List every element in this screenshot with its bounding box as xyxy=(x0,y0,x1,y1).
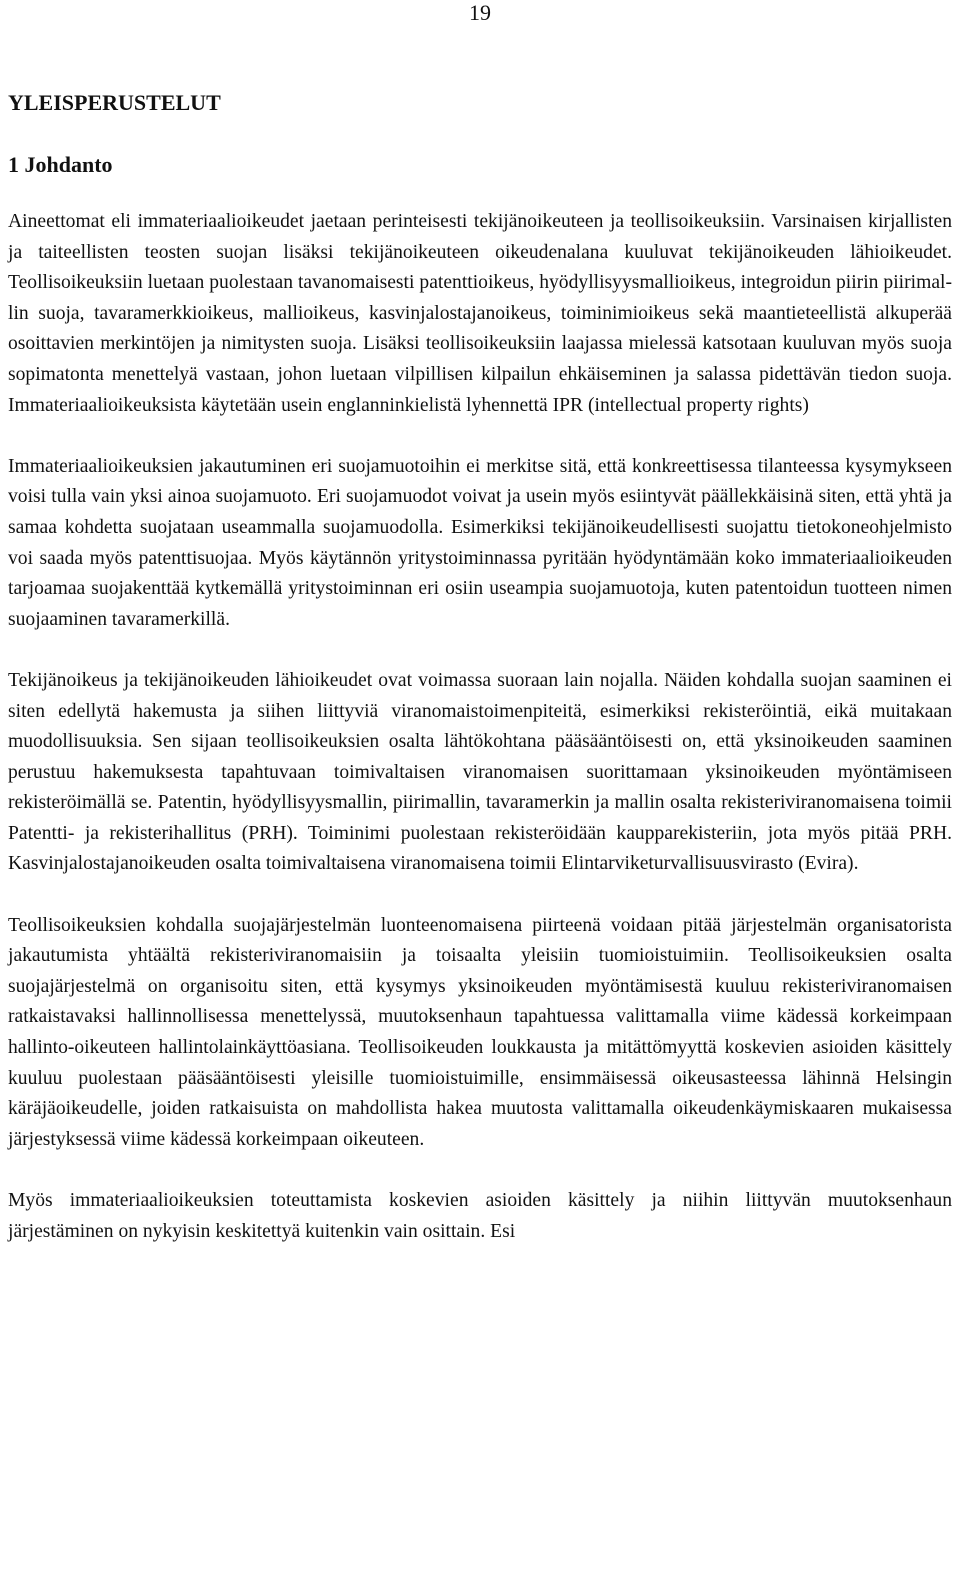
section-heading: 1 Johdanto xyxy=(8,152,113,177)
paragraph-3: Tekijänoikeus ja tekijänoikeuden lähioikeudet ovat voimassa suoraan lain nojalla. Näiden kohdalla suojan saaminen ei siten edellytä hakemusta ja siihen liittyviä viranomaistoimenpiteitä, esimerkiksi rekisteröintiä, eikä muitakaan muodollisuuksia. Sen sijaan teollisoikeuksien osalta lähtökohtana pääsääntöisesti on, että yksinoikeuden saaminen perustuu hakemuksesta tapahtuvaan toimivaltaisen viranomaisen suorittamaan yksinoikeuden myöntämiseen rekisteröimällä se. Patentin, hyödyllisyysmallin, piirimallin, tavaramerkin ja mallin osalta rekisteriviranomaisena toimii Patentti- ja rekisterihallitus (PRH). Toiminimi puolestaan rekisteröidään kaupparekisteriin, jota myös pitää PRH. Kasvinjalostajanoikeuden osalta toimivaltaisena viranomaisena toimii Elintarviketurvallisuusvirasto (Evira). xyxy=(8,669,952,875)
paragraph-2: Immateriaalioikeuksien jakautuminen eri suojamuotoihin ei merkitse sitä, että konkreettisessa tilanteessa kysymykseen voisi tulla vain yksi ainoa suojamuoto. Eri suojamuodot voivat ja usein myös esiintyvät päällekkäisinä siten, että yhtä ja samaa kohdetta suojataan useammalla suojamuodolla. Esimerkiksi tekijänoikeudellisesti suojattu tietokoneohjelmisto voi saada myös patenttisuojaa. Myös käytännön yritystoiminnassa pyritään hyödyntämään koko immateriaalioikeuden tarjoamaa suojakenttää kytkemällä yritystoiminnan eri osiin useampia suojamuotoja, kuten patentoidun tuotteen nimen suojaaminen tavaramerkillä. xyxy=(8,455,952,630)
page-number: 19 xyxy=(469,0,491,25)
paragraph-4: Teollisoikeuksien kohdalla suojajärjestelmän luonteenomaisena piirteenä voidaan pitää järjestelmän organisatorista jakautumista yhtäältä rekisteriviranomaisiin ja toisaalta yleisiin tuomioistuimiin. Teollisoikeuksien osalta suojajärjestelmä on organisoitu siten, että kysymys yksinoikeuden myöntämisestä kuuluu rekisteriviranomaisen ratkaistavaksi hallinnollisessa menettelyssä, muutoksenhaun tapahtuessa valittamalla viime kädessä korkeimpaan hallinto-oikeuteen hallintolainkäyttöasiana. Teollisoikeuden loukkausta ja mitättömyyttä koskevien asioiden käsittely kuuluu puolestaan pääsääntöisesti yleisille tuomioistuimille, ensimmäisessä oikeusasteessa lähinnä Helsingin käräjäoikeudelle, joiden ratkaisuista on mahdollista hakea muutosta valittamalla oikeudenkäymiskaaren mukaisessa järjestyksessä viime kädessä korkeimpaan oikeuteen. xyxy=(8,914,952,1150)
main-heading: YLEISPERUSTELUT xyxy=(8,90,221,115)
body-text xyxy=(8,207,952,1278)
paragraph-5: Myös immateriaalioikeuksien toteuttamista koskevien asioiden käsittely ja niihin liittyvän muutoksenhaun järjestäminen on nykyisin keskitettyä kuitenkin vain osittain. Esi xyxy=(8,1190,952,1242)
paragraph-1: Aineettomat eli immateriaalioikeudet jaetaan perinteisesti tekijänoikeuteen ja teollisoikeuksiin. Varsinaisen kirjallisten ja taiteellisten teosten suojan lisäksi tekijänoikeuteen oikeudenalana kuuluvat tekijänoikeuden lähioikeudet. Teollisoikeuksiin luetaan puolestaan tavanomaisesti patenttioikeus, hyödyllisyysmallioikeus, integroidun piirin piirimallin suoja, tavaramerkkioikeus, mallioikeus, kasvinjalostajanoikeus, toiminimioikeus sekä maantieteellistä alkuperää osoittavien merkintöjen ja nimitysten suoja. Lisäksi teollisoikeuksiin laajassa mielessä katsotaan kuuluvan myös suoja sopimatonta menettelyä vastaan, johon luetaan vilpillisen kilpailun ehkäiseminen ja salassa pidettävän tiedon suoja. Immateriaalioikeuksista käytetään usein englanninkielistä lyhennettä IPR (intellectual property rights) xyxy=(8,211,952,416)
